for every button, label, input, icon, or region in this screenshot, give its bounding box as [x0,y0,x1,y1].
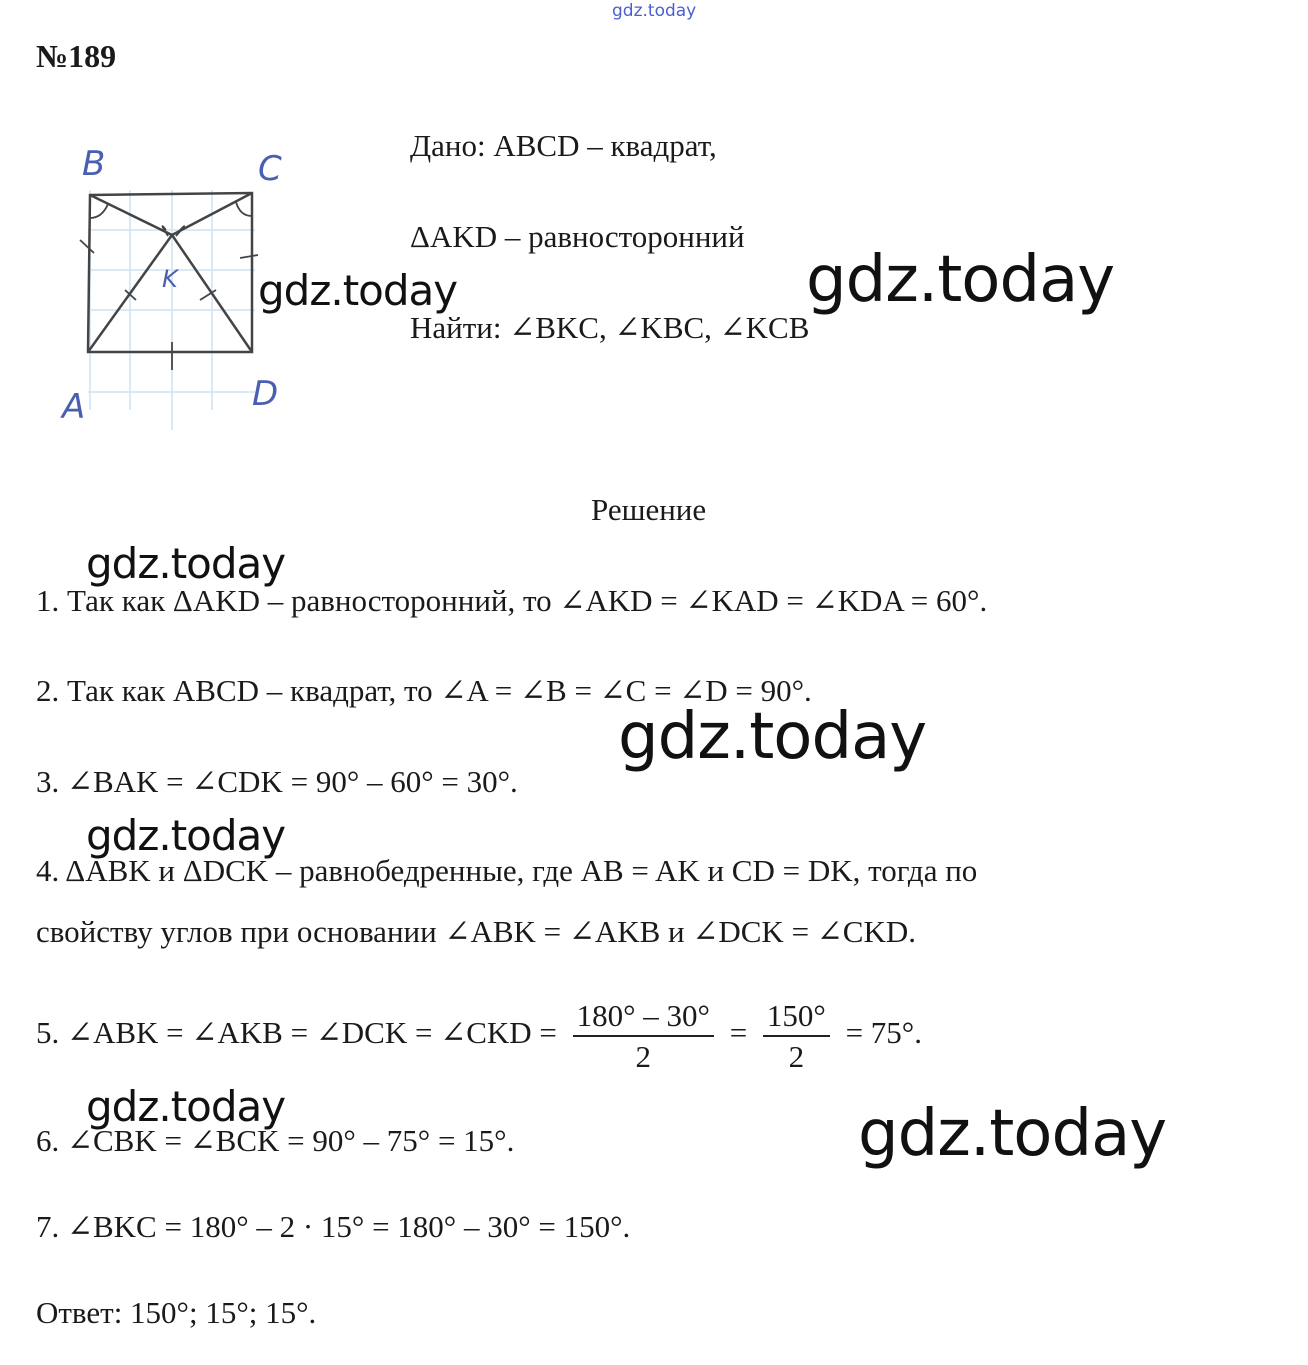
problem-number: №189 [36,38,117,74]
fraction-2 [763,1000,830,1072]
given-line-2: ΔAKD – равносторонний [410,219,745,254]
fraction-1-den: 2 [635,1039,652,1074]
step-3: 3. ∠BAK = ∠CDK = 90° – 60° = 30°. [36,764,518,799]
label-a: A [62,387,86,427]
step-5-suffix: = 75°. [845,1015,922,1051]
label-b: B [82,144,106,184]
fraction-1 [573,1000,714,1072]
grid [88,190,255,430]
step-5-prefix: 5. ∠ABK = ∠AKB = ∠DCK = ∠CKD = [36,1015,557,1051]
watermark: gdz.today [618,700,927,774]
watermark: gdz.today [86,811,286,860]
watermark: gdz.today [806,243,1115,317]
watermark: gdz.today [86,539,286,588]
watermark-top: gdz.today [612,1,697,21]
label-c: C [258,149,282,189]
fraction-2-den: 2 [788,1039,805,1074]
step-2: 2. Так как ABCD – квадрат, то ∠A = ∠B = ∠C = ∠D = 90°. [36,673,812,708]
watermark: gdz.today [258,266,458,315]
step-6: 6. ∠CBK = ∠BCK = 90° – 75° = 15°. [36,1123,515,1158]
solution-heading: Решение [591,492,707,527]
watermark: gdz.today [858,1097,1167,1171]
step-5-eq: = [729,1015,748,1051]
fraction-2-num: 150° [763,1000,830,1037]
fraction-1-num: 180° – 30° [573,1000,714,1037]
label-d: D [252,374,279,414]
step-4: 4. ΔABK и ΔDCK – равнобедренные, где AB = AK и CD = DK, тогда по [36,853,978,888]
given-line-1: Дано: ABCD – квадрат, [410,128,717,163]
label-k: K [162,265,178,293]
watermark: gdz.today [86,1082,286,1131]
find-line: Найти: ∠BKC, ∠KBC, ∠KCB [410,310,810,345]
step-5 [36,1000,922,1072]
step-7: 7. ∠BKC = 180° – 2 · 15° = 180° – 30° = 150°. [36,1209,631,1244]
step-4-cont: свойству углов при основании ∠ABK = ∠AKB и ∠DCK = ∠CKD. [36,914,916,949]
answer: Ответ: 150°; 15°; 15°. [36,1295,317,1330]
step-1: 1. Так как ΔAKD – равносторонний, то ∠AKD = ∠KAD = ∠KDA = 60°. [36,583,988,618]
